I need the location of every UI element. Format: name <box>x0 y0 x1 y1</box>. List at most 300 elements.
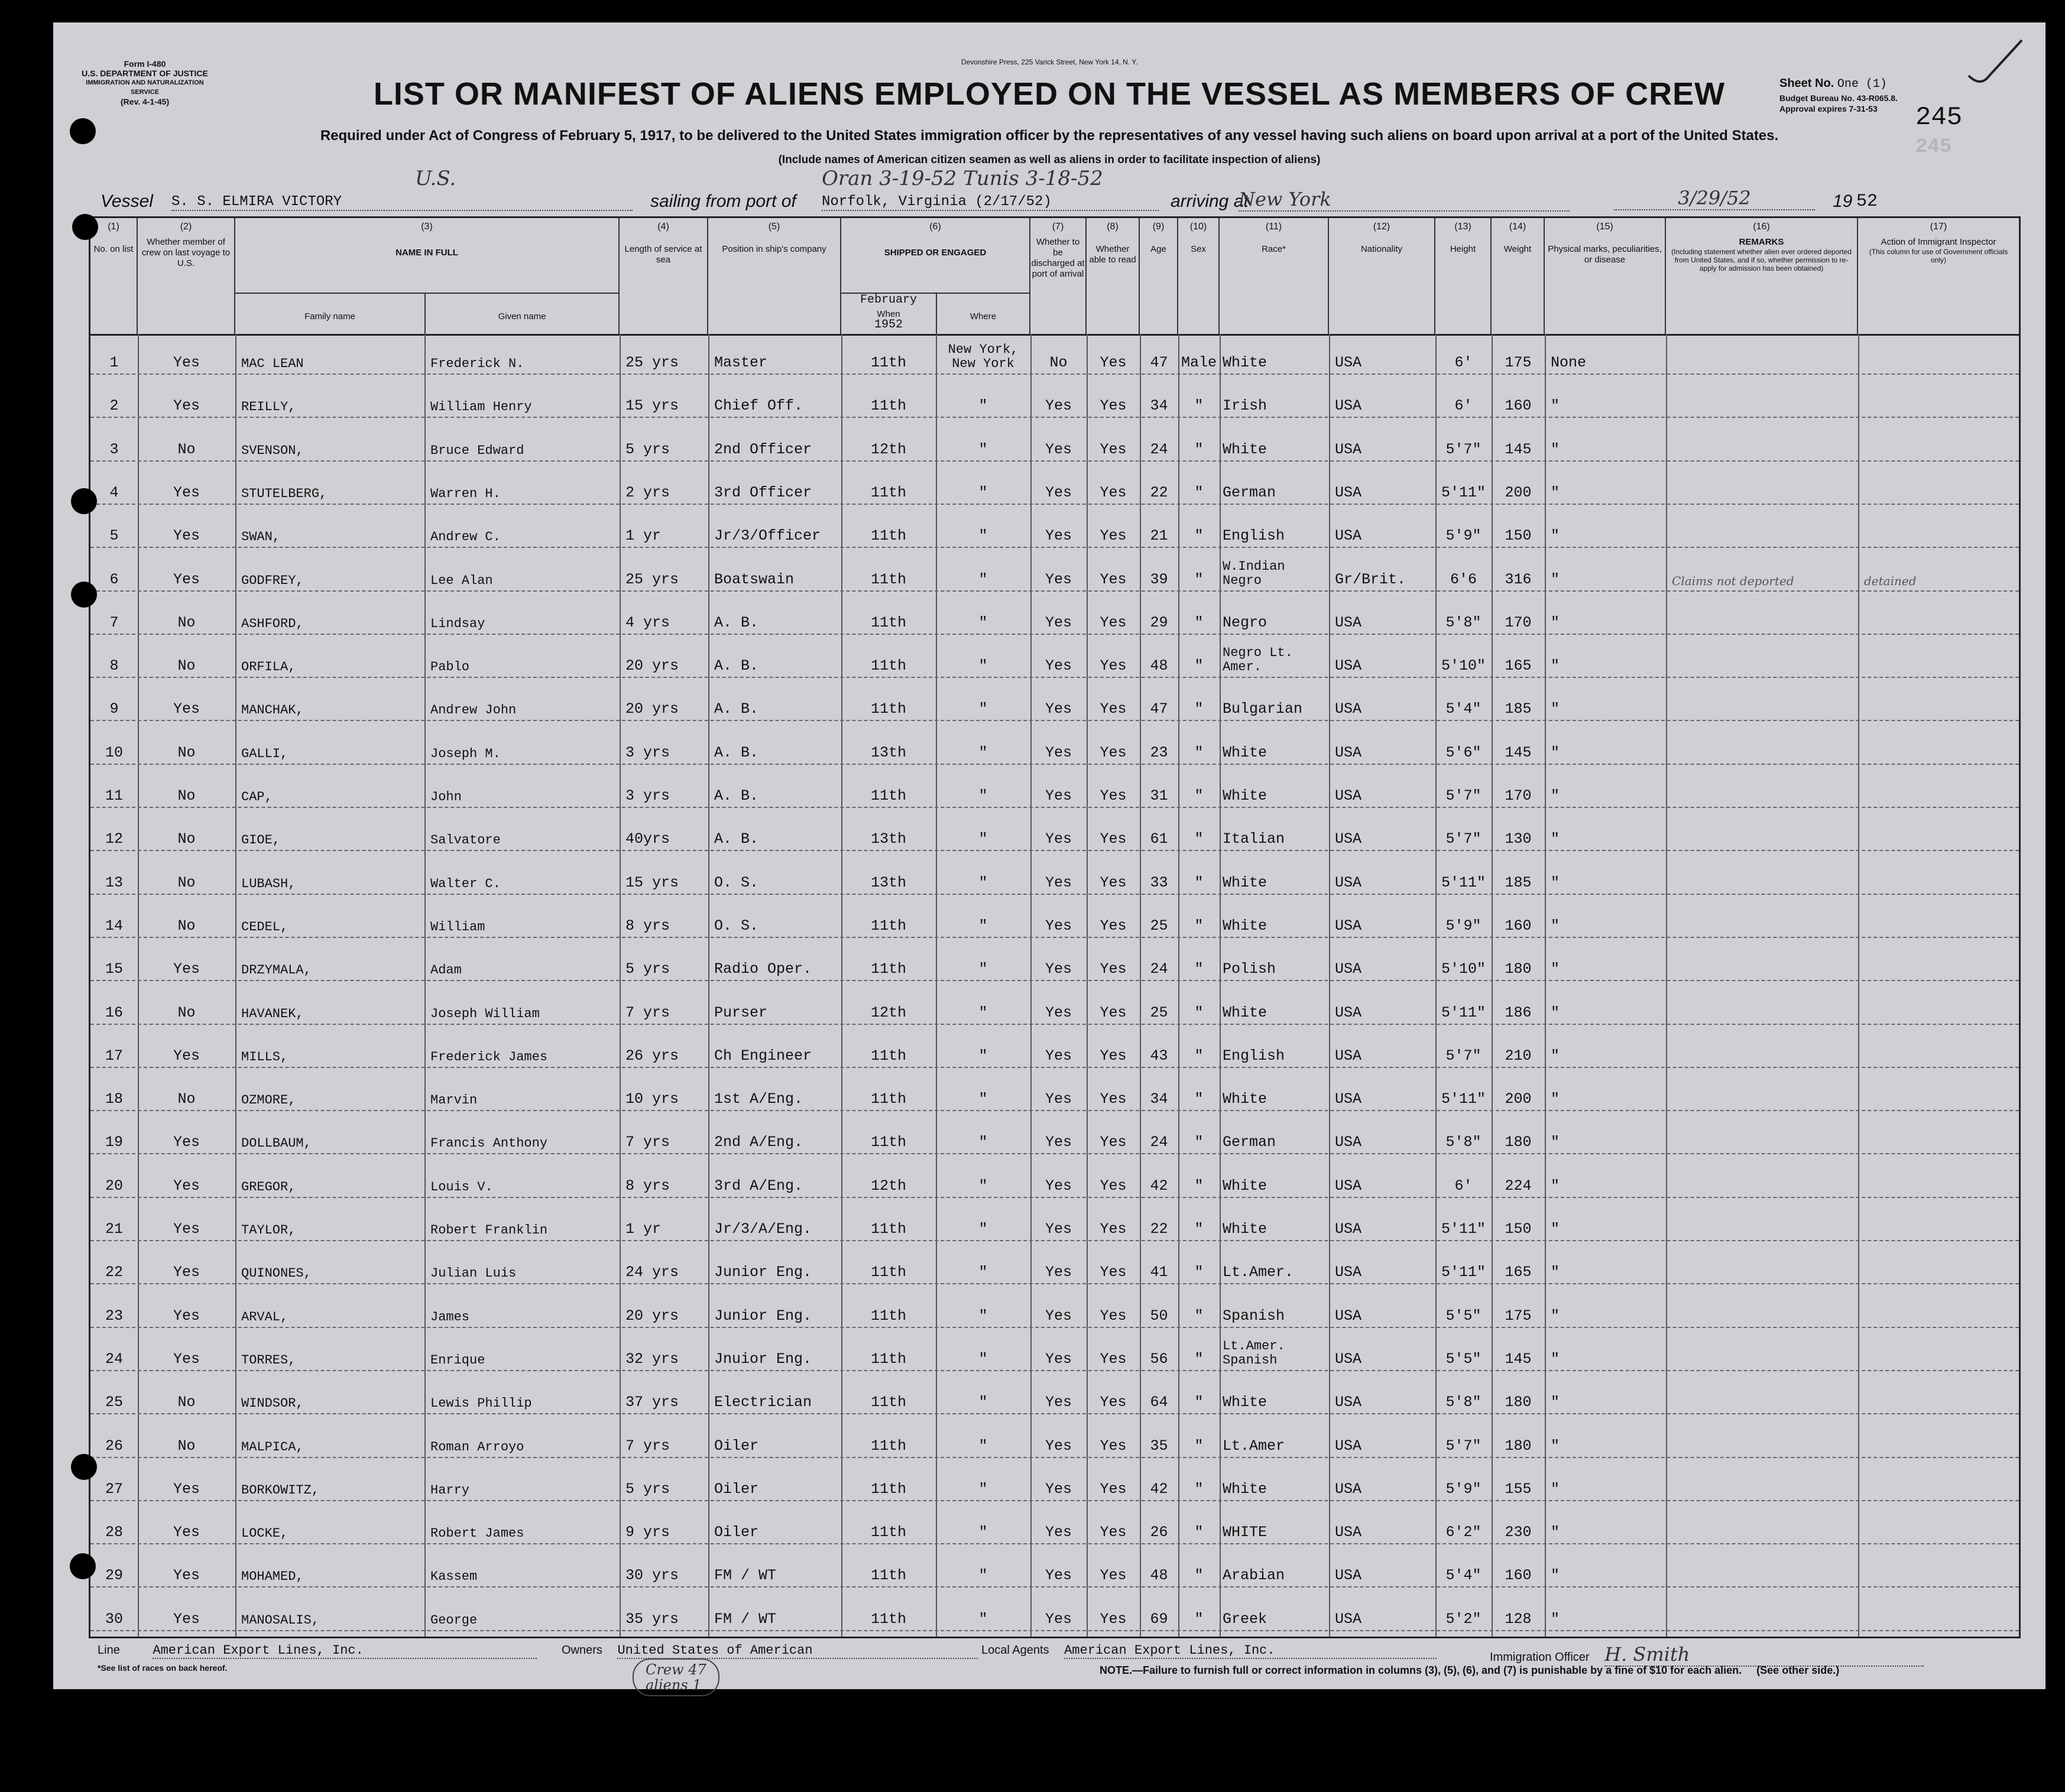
physical-marks: " <box>1551 1090 1560 1108</box>
discharged-flag: Yes <box>1045 1480 1072 1498</box>
given-name: Andrew C. <box>430 530 501 545</box>
table-row <box>90 423 2019 466</box>
service-length: 8 yrs <box>625 917 670 934</box>
crew-member-flag: Yes <box>173 1350 200 1368</box>
position: Boatswain <box>714 570 795 588</box>
shipped-where: " <box>978 1437 988 1455</box>
nationality: USA <box>1335 527 1362 545</box>
physical-marks: None <box>1551 354 1587 371</box>
race: White <box>1223 1394 1267 1411</box>
position: FM / WT <box>714 1567 777 1585</box>
shipped-when: 11th <box>870 1567 906 1585</box>
height: 6'6 <box>1450 570 1477 588</box>
race: Irish <box>1223 397 1267 415</box>
weight: 180 <box>1505 960 1532 978</box>
year-suffix: 52 <box>1856 191 1878 212</box>
sex: " <box>1194 483 1204 501</box>
header-col-10: (10) Sex <box>1178 218 1220 334</box>
department: U.S. DEPARTMENT OF JUSTICE <box>82 69 208 78</box>
shipped-when: 11th <box>870 354 906 371</box>
service-length: 5 yrs <box>625 960 670 978</box>
nationality: USA <box>1335 700 1362 718</box>
sex: " <box>1194 397 1204 415</box>
crew-member-flag: No <box>177 744 196 761</box>
service-length: 15 yrs <box>625 397 679 415</box>
position: Ch Engineer <box>714 1047 812 1064</box>
shipped-where: " <box>978 787 988 804</box>
height: 5'8" <box>1445 613 1482 631</box>
row-number: 24 <box>105 1350 123 1368</box>
service-length: 3 yrs <box>625 787 670 804</box>
shipped-where: " <box>978 527 988 545</box>
sex: " <box>1194 1307 1204 1324</box>
able-to-read: Yes <box>1100 744 1127 761</box>
able-to-read: Yes <box>1100 1004 1127 1021</box>
family-name: SWAN, <box>241 530 281 545</box>
position: Jr/3/A/Eng. <box>714 1220 812 1238</box>
sex: Male <box>1181 354 1217 371</box>
agents-value: American Export Lines, Inc. <box>1064 1643 1437 1659</box>
able-to-read: Yes <box>1100 917 1127 934</box>
family-name: MANOSALIS, <box>241 1612 320 1628</box>
table-row <box>90 1116 2019 1159</box>
height: 5'8" <box>1445 1134 1482 1151</box>
shipped-when: 11th <box>870 1220 906 1238</box>
given-name: Adam <box>430 963 462 978</box>
family-name: TAYLOR, <box>241 1223 296 1238</box>
race: Lt.Amer <box>1223 1437 1285 1455</box>
service-length: 24 yrs <box>625 1264 679 1281</box>
family-name: GREGOR, <box>241 1179 296 1194</box>
header-action-note: (This column for use of Government officials only) <box>1869 248 2008 264</box>
sex: " <box>1194 1350 1204 1368</box>
table-row <box>90 1593 2019 1636</box>
position: Radio Oper. <box>714 960 812 978</box>
shipped-when: 13th <box>870 744 906 761</box>
age: 41 <box>1150 1264 1168 1281</box>
page-subtitle: Required under Act of Congress of February 5, 1917, to be delivered to the United States immigration officer by the representatives of any vessel having such aliens on board upon arrival at a port of the United States. <box>320 128 1779 144</box>
age: 50 <box>1150 1307 1168 1324</box>
discharged-flag: Yes <box>1045 1220 1072 1238</box>
header-col-8: (8) Whether able to read <box>1087 218 1140 334</box>
service-length: 25 yrs <box>625 354 679 371</box>
crew-member-flag: No <box>177 830 196 848</box>
family-name: GIOE, <box>241 833 281 848</box>
crew-member-flag: Yes <box>173 397 200 415</box>
header-col-13: (13) Height <box>1435 218 1492 334</box>
shipped-when: 11th <box>870 700 906 718</box>
shipped-when: 11th <box>870 1047 906 1064</box>
discharged-flag: Yes <box>1045 787 1072 804</box>
owners-value: United States of American <box>617 1643 978 1659</box>
crew-member-flag: Yes <box>173 354 200 371</box>
service-length: 20 yrs <box>625 700 679 718</box>
weight: 186 <box>1505 1004 1532 1021</box>
table-row <box>90 1420 2019 1463</box>
race: German <box>1223 483 1276 501</box>
height: 5'7" <box>1445 787 1482 804</box>
header-col-1: (1) No. on list <box>90 218 138 334</box>
family-name: HAVANEK, <box>241 1006 304 1021</box>
service-length: 30 yrs <box>625 1567 679 1585</box>
header-col-11: (11) Race* <box>1220 218 1329 334</box>
discharged-flag: Yes <box>1045 700 1072 718</box>
able-to-read: Yes <box>1100 1307 1127 1324</box>
weight: 128 <box>1505 1610 1532 1628</box>
crew-member-flag: Yes <box>173 1264 200 1281</box>
age: 64 <box>1150 1394 1168 1411</box>
punch-hole <box>70 118 96 144</box>
family-name: MANCHAK, <box>241 703 304 718</box>
height: 5'5" <box>1445 1350 1482 1368</box>
position: 3rd Officer <box>714 483 812 501</box>
position: A. B. <box>714 787 759 804</box>
sheet-value: One (1) <box>1837 77 1887 91</box>
physical-marks: " <box>1551 874 1560 891</box>
punch-hole <box>71 582 97 608</box>
table-row <box>90 466 2019 509</box>
vessel-name: S. S. ELMIRA VICTORY <box>171 194 633 211</box>
table-row <box>90 336 2019 379</box>
shipped-where: " <box>978 1004 988 1021</box>
given-name: Harry <box>430 1482 470 1498</box>
physical-marks: " <box>1551 787 1560 804</box>
service-length: 2 yrs <box>625 483 670 501</box>
nationality: USA <box>1335 960 1362 978</box>
able-to-read: Yes <box>1100 1350 1127 1368</box>
physical-marks: " <box>1551 440 1560 458</box>
table-row <box>90 379 2019 423</box>
position: 2nd Officer <box>714 440 812 458</box>
race: Spanish <box>1223 1307 1285 1324</box>
given-name: Andrew John <box>430 703 517 718</box>
able-to-read: Yes <box>1100 787 1127 804</box>
fine-note: NOTE.—Failure to furnish full or correct information in columns (3), (5), (6), and (7) is punishable by a fine of $10 for each alien. (See other side.) <box>1100 1664 1840 1676</box>
header-when-month: February <box>860 293 917 307</box>
height: 5'2" <box>1445 1610 1482 1628</box>
nationality: USA <box>1335 1610 1362 1628</box>
race: Negro Lt. Amer. <box>1223 646 1293 675</box>
crew-member-flag: Yes <box>173 1134 200 1151</box>
height: 5'8" <box>1445 1394 1482 1411</box>
printer-line: Devonshire Press, 225 Varick Street, New York 14, N. Y. <box>961 58 1138 66</box>
height: 5'4" <box>1445 700 1482 718</box>
service-length: 32 yrs <box>625 1350 679 1368</box>
age: 56 <box>1150 1350 1168 1368</box>
able-to-read: Yes <box>1100 1220 1127 1238</box>
discharged-flag: Yes <box>1045 1134 1072 1151</box>
sex: " <box>1194 1134 1204 1151</box>
service-length: 4 yrs <box>625 613 670 631</box>
row-number: 30 <box>105 1610 123 1628</box>
height: 6' <box>1454 1177 1473 1194</box>
weight: 210 <box>1505 1047 1532 1064</box>
shipped-where: " <box>978 440 988 458</box>
given-name: Pablo <box>430 660 470 675</box>
crew-member-flag: Yes <box>173 1480 200 1498</box>
height: 5'9" <box>1445 527 1482 545</box>
able-to-read: Yes <box>1100 354 1127 371</box>
shipped-where: " <box>978 1567 988 1585</box>
row-number: 1 <box>109 354 119 371</box>
given-name: Joseph William <box>430 1006 540 1021</box>
punch-hole <box>72 214 98 240</box>
table-row <box>90 1246 2019 1289</box>
crew-member-flag: Yes <box>173 1567 200 1585</box>
weight: 185 <box>1505 700 1532 718</box>
nationality: USA <box>1335 354 1362 371</box>
header-family-name: Family name <box>304 311 355 322</box>
discharged-flag: Yes <box>1045 440 1072 458</box>
crew-member-flag: No <box>177 1090 196 1108</box>
physical-marks: " <box>1551 960 1560 978</box>
weight: 155 <box>1505 1480 1532 1498</box>
table-row <box>90 1290 2019 1333</box>
physical-marks: " <box>1551 1134 1560 1151</box>
table-row <box>90 553 2019 596</box>
row-number: 9 <box>109 700 119 718</box>
weight: 160 <box>1505 917 1532 934</box>
physical-marks: " <box>1551 483 1560 501</box>
height: 5'5" <box>1445 1307 1482 1324</box>
shipped-where: " <box>978 657 988 675</box>
service-length: 5 yrs <box>625 440 670 458</box>
sex: " <box>1194 1610 1204 1628</box>
nationality: USA <box>1335 1567 1362 1585</box>
sheet-label: Sheet No. <box>1779 77 1834 90</box>
height: 5'7" <box>1445 1047 1482 1064</box>
row-number: 19 <box>105 1134 123 1151</box>
physical-marks: " <box>1551 1437 1560 1455</box>
nationality: USA <box>1335 1307 1362 1324</box>
punch-hole <box>71 1454 97 1480</box>
vessel-us-handwritten: U.S. <box>415 167 456 190</box>
crew-member-flag: No <box>177 1437 196 1455</box>
service-length: 7 yrs <box>625 1004 670 1021</box>
family-name: CAP, <box>241 790 273 804</box>
discharged-flag: Yes <box>1045 1090 1072 1108</box>
shipped-when: 13th <box>870 874 906 891</box>
discharged-flag: Yes <box>1045 1350 1072 1368</box>
nationality: USA <box>1335 440 1362 458</box>
row-number: 11 <box>105 787 123 804</box>
header-col-16: (16) REMARKS (Including statement whether alien ever ordered deported from United States, and if so, whether permission to re-apply for admission has been obtained) <box>1666 218 1858 334</box>
nationality: USA <box>1335 1524 1362 1541</box>
table-row <box>90 1549 2019 1592</box>
position: 3rd A/Eng. <box>714 1177 803 1194</box>
family-name: QUINONES, <box>241 1266 312 1281</box>
header-given-name: Given name <box>498 311 546 322</box>
nationality: USA <box>1335 744 1362 761</box>
position: A. B. <box>714 830 759 848</box>
position: Jnuior Eng. <box>714 1350 812 1368</box>
able-to-read: Yes <box>1100 483 1127 501</box>
sex: " <box>1194 874 1204 891</box>
age: 22 <box>1150 483 1168 501</box>
nationality: USA <box>1335 1350 1362 1368</box>
header-col-17: (17) Action of Immigrant Inspector (This column for use of Government officials only) <box>1858 218 2019 334</box>
race: Negro <box>1223 613 1267 631</box>
sex: " <box>1194 960 1204 978</box>
sex: " <box>1194 1524 1204 1541</box>
page-number: 245 <box>1915 103 1963 132</box>
race: WHITE <box>1223 1524 1267 1541</box>
age: 22 <box>1150 1220 1168 1238</box>
service-length: 9 yrs <box>625 1524 670 1541</box>
row-number: 21 <box>105 1220 123 1238</box>
line-value: American Export Lines, Inc. <box>153 1643 537 1659</box>
table-row <box>90 596 2019 639</box>
sex: " <box>1194 1220 1204 1238</box>
shipped-where: " <box>978 744 988 761</box>
row-number: 2 <box>109 397 119 415</box>
weight: 145 <box>1505 440 1532 458</box>
height: 5'6" <box>1445 744 1482 761</box>
nationality: USA <box>1335 787 1362 804</box>
family-name: BORKOWITZ, <box>241 1482 320 1498</box>
weight: 145 <box>1505 744 1532 761</box>
nationality: USA <box>1335 1394 1362 1411</box>
officer-label: Immigration Officer <box>1490 1651 1590 1664</box>
shipped-where: " <box>978 1220 988 1238</box>
discharged-flag: Yes <box>1045 960 1072 978</box>
physical-marks: " <box>1551 397 1560 415</box>
nationality: USA <box>1335 1264 1362 1281</box>
race: Lt.Amer. Spanish <box>1223 1339 1285 1368</box>
table-row <box>90 813 2019 856</box>
sex: " <box>1194 830 1204 848</box>
header-col-12: (12) Nationality <box>1329 218 1435 334</box>
row-number: 16 <box>105 1004 123 1021</box>
table-row <box>90 856 2019 900</box>
race: White <box>1223 1480 1267 1498</box>
service-length: 3 yrs <box>625 744 670 761</box>
discharged-flag: Yes <box>1045 483 1072 501</box>
weight: 200 <box>1505 483 1532 501</box>
age: 48 <box>1150 1567 1168 1585</box>
age: 31 <box>1150 787 1168 804</box>
header-remarks-note: (Including statement whether alien ever ordered deported from United States, and if so, whether permission to re-apply for admission has been obtained) <box>1671 248 1852 272</box>
vessel-label: Vessel <box>101 191 153 211</box>
table-row <box>90 1030 2019 1073</box>
age: 25 <box>1150 917 1168 934</box>
able-to-read: Yes <box>1100 527 1127 545</box>
crew-member-flag: Yes <box>173 1177 200 1194</box>
service-length: 1 yr <box>625 1220 662 1238</box>
position: A. B. <box>714 744 759 761</box>
shipped-where: " <box>978 1090 988 1108</box>
line-label: Line <box>98 1644 120 1657</box>
page-subnote: (Include names of American citizen seamen as well as aliens in order to facilitate inspection of aliens) <box>778 154 1321 166</box>
given-name: James <box>430 1309 470 1324</box>
position: Purser <box>714 1004 768 1021</box>
given-name: Walter C. <box>430 876 501 891</box>
shipped-where: " <box>978 1394 988 1411</box>
discharged-flag: Yes <box>1045 830 1072 848</box>
height: 5'7" <box>1445 1437 1482 1455</box>
discharged-flag: Yes <box>1045 613 1072 631</box>
shipped-when: 12th <box>870 1004 906 1021</box>
shipped-when: 11th <box>870 570 906 588</box>
given-name: John <box>430 790 462 804</box>
row-number: 25 <box>105 1394 123 1411</box>
table-row <box>90 726 2019 770</box>
age: 24 <box>1150 960 1168 978</box>
footer-agents <box>981 1643 1437 1659</box>
sex: " <box>1194 787 1204 804</box>
given-name: Robert Franklin <box>430 1223 548 1238</box>
family-name: MAC LEAN <box>241 356 304 371</box>
row-number: 15 <box>105 960 123 978</box>
position: Oiler <box>714 1437 759 1455</box>
age: 61 <box>1150 830 1168 848</box>
table-row <box>90 1463 2019 1506</box>
physical-marks: " <box>1551 1264 1560 1281</box>
weight: 170 <box>1505 613 1532 631</box>
physical-marks: " <box>1551 1567 1560 1585</box>
row-number: 27 <box>105 1480 123 1498</box>
sex: " <box>1194 613 1204 631</box>
agents-label: Local Agents <box>981 1644 1049 1657</box>
crew-table <box>89 216 2021 1638</box>
service-length: 40yrs <box>625 830 670 848</box>
shipped-when: 11th <box>870 1264 906 1281</box>
shipped-when: 11th <box>870 657 906 675</box>
given-name: Lewis Phillip <box>430 1396 532 1411</box>
row-number: 17 <box>105 1047 123 1064</box>
age: 23 <box>1150 744 1168 761</box>
race: German <box>1223 1134 1276 1151</box>
discharged-flag: Yes <box>1045 1177 1072 1194</box>
shipped-where: " <box>978 874 988 891</box>
race: White <box>1223 1090 1267 1108</box>
header-col-3: (3) NAME IN FULL Family name Given name <box>235 218 620 334</box>
race: White <box>1223 440 1267 458</box>
physical-marks: " <box>1551 1524 1560 1541</box>
height: 5'11" <box>1441 1220 1486 1238</box>
shipped-where: " <box>978 1047 988 1064</box>
form-number: Form I-480 <box>124 59 166 69</box>
weight: 165 <box>1505 1264 1532 1281</box>
given-name: William <box>430 919 485 934</box>
height: 5'7" <box>1445 830 1482 848</box>
height: 5'11" <box>1441 1264 1486 1281</box>
able-to-read: Yes <box>1100 440 1127 458</box>
row-number: 18 <box>105 1090 123 1108</box>
family-name: MALPICA, <box>241 1439 304 1455</box>
physical-marks: " <box>1551 700 1560 718</box>
able-to-read: Yes <box>1100 1264 1127 1281</box>
row-number: 28 <box>105 1524 123 1541</box>
position: Junior Eng. <box>714 1264 812 1281</box>
weight: 230 <box>1505 1524 1532 1541</box>
weight: 145 <box>1505 1350 1532 1368</box>
sex: " <box>1194 527 1204 545</box>
sex: " <box>1194 440 1204 458</box>
crew-member-flag: Yes <box>173 700 200 718</box>
age: 26 <box>1150 1524 1168 1541</box>
see-other-side: (See other side.) <box>1756 1664 1840 1676</box>
header-col-6: (6) SHIPPED OR ENGAGED February When 1952 Where <box>841 218 1030 334</box>
sex: " <box>1194 1264 1204 1281</box>
service-length: 20 yrs <box>625 657 679 675</box>
family-name: STUTELBERG, <box>241 486 328 501</box>
age: 25 <box>1150 1004 1168 1021</box>
given-name: George <box>430 1612 478 1628</box>
punch-hole <box>71 488 97 514</box>
footer-officer <box>1490 1643 1924 1667</box>
able-to-read: Yes <box>1100 613 1127 631</box>
